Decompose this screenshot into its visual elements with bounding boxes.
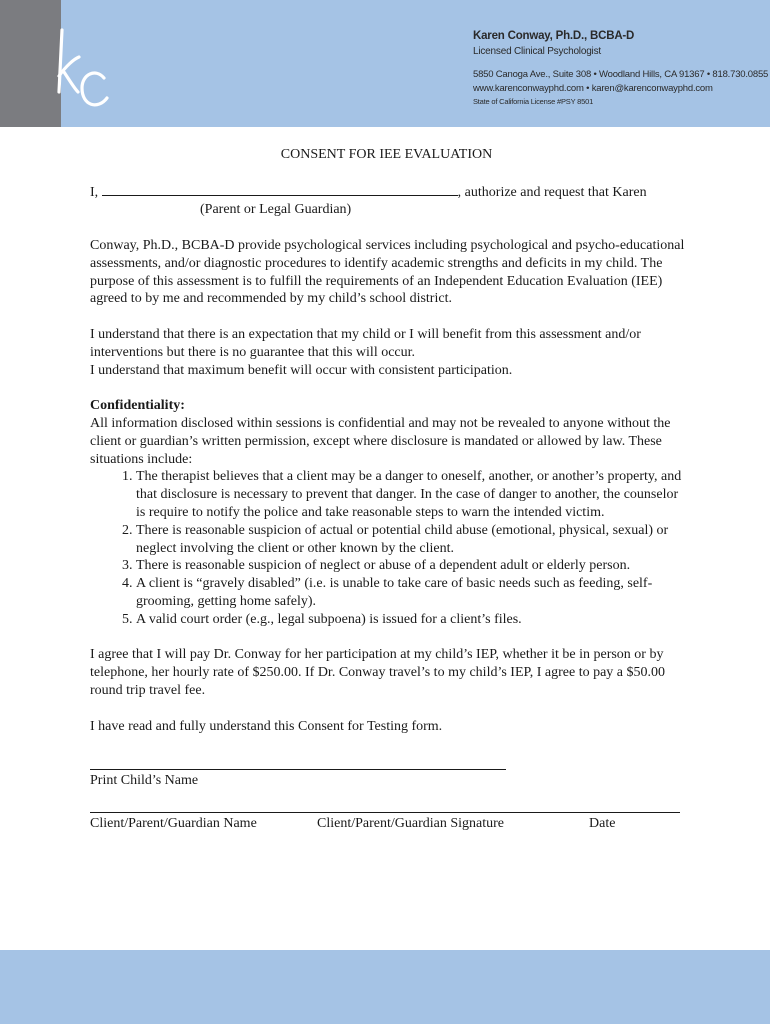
- letterhead-contact: [473, 30, 768, 106]
- signature-line[interactable]: [90, 812, 680, 813]
- web-contact: www.karenconwayphd.com • karen@karenconwayphd.com: [473, 83, 713, 94]
- guardian-name-label: Client/Parent/Guardian Name: [90, 816, 257, 832]
- expectation-paragraph: I understand that there is an expectation that my child or I will benefit from this assessment and/or interventions but there is no guarantee that this will occur.: [90, 326, 641, 360]
- child-name-line[interactable]: [90, 769, 506, 770]
- page-title: CONSENT FOR IEE EVALUATION: [280, 147, 493, 162]
- psychologist-title: Licensed Clinical Psychologist: [473, 46, 601, 57]
- psychologist-name: Karen Conway, Ph.D., BCBA-D: [473, 30, 635, 42]
- guardian-caption: (Parent or Legal Guardian): [200, 202, 352, 218]
- footer-banner: [0, 950, 770, 1024]
- list-item: 4. A client is “gravely disabled” (i.e. is unable to take care of basic needs such as feeding, self-grooming, getting home safely).: [136, 575, 685, 611]
- confidentiality-text: All information disclosed within sessions is confidential and may not be revealed to anyone without the client or guardian’s written permission, except where disclosure is mandated or allowed by law. These situations include:: [90, 415, 671, 467]
- signature-labels: [90, 815, 685, 833]
- kc-logo: [52, 26, 112, 116]
- confidentiality-heading: Confidentiality:: [90, 398, 185, 414]
- list-item: 2. There is reasonable suspicion of actual or potential child abuse (emotional, physical, sexual) or neglect involving the client or other known by the client.: [136, 522, 685, 558]
- acknowledgement: I have read and fully understand this Consent for Testing form.: [90, 718, 443, 734]
- list-item: 3. There is reasonable suspicion of neglect or abuse of a dependent adult or elderly person.: [136, 557, 685, 575]
- purpose-paragraph: Conway, Ph.D., BCBA-D provide psychological services including psychological and psycho-educational assessments, and/or diagnostic procedures to identify academic strengths and deficits in my child. The purpose of this assessment is to fulfill the requirements of an Independent Education Evaluation (IEE) agreed to by me and recommended by my child’s school district.: [90, 237, 685, 307]
- guardian-signature-label: Client/Parent/Guardian Signature: [317, 816, 505, 832]
- office-address: 5850 Canoga Ave., Suite 308 • Woodland Hills, CA 91367 • 818.730.0855: [473, 69, 769, 80]
- license-number: State of California License #PSY 8501: [473, 97, 594, 106]
- guardian-name-blank[interactable]: [102, 182, 458, 196]
- list-item: 1. The therapist believes that a client may be a danger to oneself, another, or another’s property, and that disclosure is necessary to prevent that danger. In the case of danger to another, the counselor is require to notify the police and take reasonable steps to warn the intended victim.: [136, 468, 685, 521]
- participation-paragraph: I understand that maximum benefit will occur with consistent participation.: [90, 362, 513, 378]
- payment-paragraph: I agree that I will pay Dr. Conway for her participation at my child’s IEP, whether it be in person or by telephone, her hourly rate of $250.00. If Dr. Conway travel’s to my child’s IEP, I agree to pay a $50.00 round trip travel fee.: [90, 647, 666, 698]
- letterhead-banner: [0, 0, 770, 127]
- date-label: Date: [589, 816, 616, 832]
- list-item: 5. A valid court order (e.g., legal subpoena) is issued for a client’s files.: [136, 611, 685, 629]
- intro-prefix: I,: [90, 184, 99, 200]
- intro-suffix: , authorize and request that Karen: [457, 184, 647, 200]
- situations-list: [90, 468, 685, 628]
- authorization-line: [90, 182, 685, 202]
- consent-document: [90, 146, 685, 833]
- child-name-label: Print Child’s Name: [90, 773, 199, 789]
